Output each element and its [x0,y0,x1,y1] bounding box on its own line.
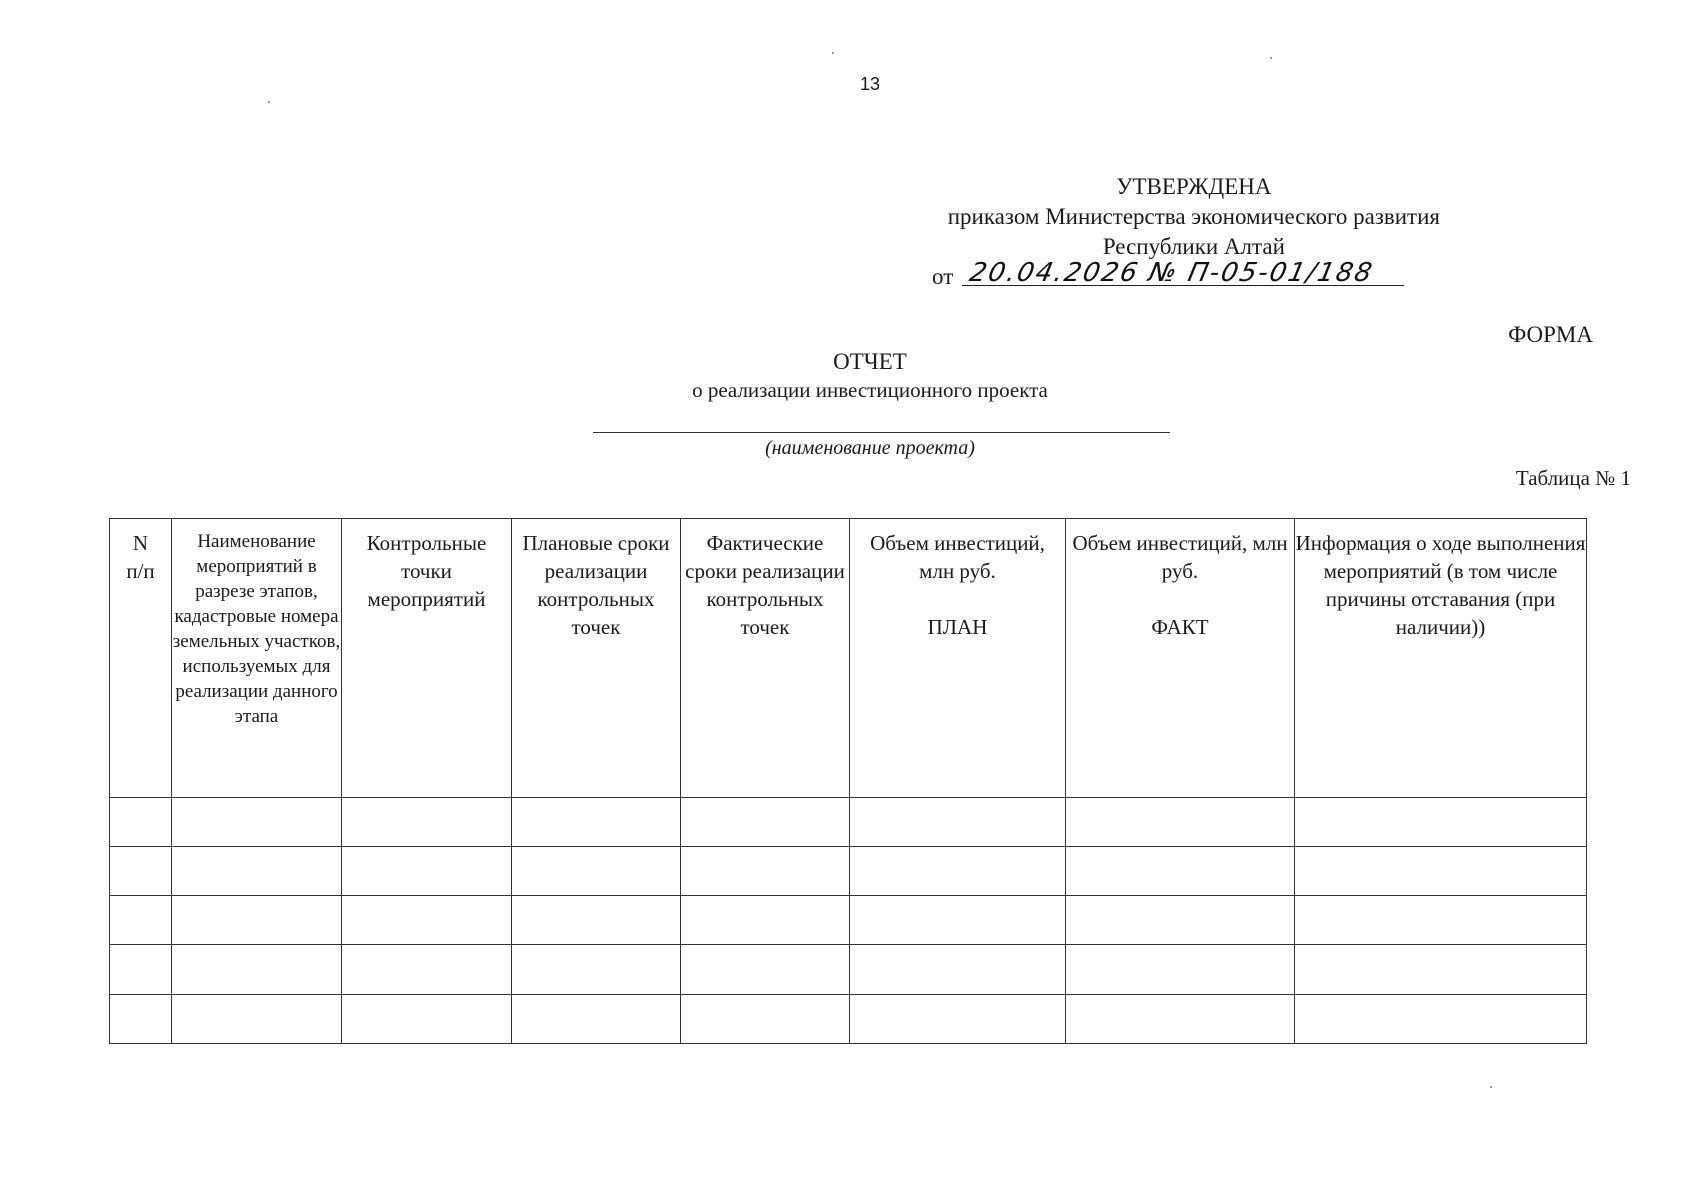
report-table [109,518,1587,1044]
table-cell[interactable] [172,846,342,895]
header-investment-plan-label: Объем инвестиций, млн руб. [870,531,1045,583]
header-investment-fact [1066,519,1295,798]
header-progress-info: Информация о ходе выполнения мероприятий (в том числе причины отставания (при наличии)) [1295,519,1587,798]
project-name-caption: (наименование проекта) [765,437,975,459]
report-subtitle: о реализации инвестиционного проекта [692,378,1048,402]
header-investment-fact-sub: ФАКТ [1151,615,1209,639]
table-header-row [110,519,1587,798]
table-cell[interactable] [1295,896,1587,945]
table-cell[interactable] [1066,896,1295,945]
header-activities: Наименование мероприятий в разрезе этапов, кадастровые номера земельных участков, используемых для реализации данного этапа [172,519,342,798]
table-cell[interactable] [1066,945,1295,994]
table-cell[interactable] [512,896,681,945]
table-cell[interactable] [172,994,342,1043]
table-row [110,896,1587,945]
table-label: Таблица № 1 [1515,466,1631,490]
table-cell[interactable] [1066,797,1295,846]
approval-date-line [932,258,1404,290]
header-number-abbr: п/п [126,559,155,583]
table-cell[interactable] [172,797,342,846]
table-row [110,945,1587,994]
table-cell[interactable] [1066,846,1295,895]
table-row [110,994,1587,1043]
table-cell[interactable] [850,797,1066,846]
approval-line1: приказом Министерства экономического развития [947,204,1440,229]
approval-line2: Республики Алтай [1102,234,1285,259]
scan-speck [268,101,270,103]
table-cell[interactable] [850,994,1066,1043]
table-cell[interactable] [110,945,172,994]
table-row [110,846,1587,895]
table-cell[interactable] [110,896,172,945]
scan-speck [1490,1086,1492,1088]
table-row [110,797,1587,846]
table-cell[interactable] [512,945,681,994]
table-cell[interactable] [681,896,850,945]
table-cell[interactable] [342,846,512,895]
table-cell[interactable] [342,945,512,994]
table-cell[interactable] [850,896,1066,945]
form-label: ФОРМА [1508,322,1593,347]
table-cell[interactable] [110,994,172,1043]
handwritten-date-number: 20.04.2026 № П-05-01/188 [966,258,1377,288]
project-name-line [593,432,1170,433]
header-number [110,519,172,798]
table-cell[interactable] [342,994,512,1043]
table-cell[interactable] [1066,994,1295,1043]
table-cell[interactable] [681,797,850,846]
table-cell[interactable] [1295,945,1587,994]
table-cell[interactable] [681,994,850,1043]
header-planned-dates: Плановые сроки реализации контрольных точек [512,519,681,798]
header-investment-plan [850,519,1066,798]
table-cell[interactable] [512,797,681,846]
table-cell[interactable] [342,797,512,846]
header-investment-plan-sub: ПЛАН [927,615,988,639]
header-number-symbol: N [132,531,149,555]
scan-speck [832,52,834,54]
table-cell[interactable] [512,846,681,895]
header-actual-dates: Фактические сроки реализации контрольных точек [681,519,850,798]
header-investment-fact-label: Объем инвестиций, млн руб. [1072,531,1288,583]
table-cell[interactable] [172,945,342,994]
table-cell[interactable] [110,846,172,895]
table-cell[interactable] [1295,846,1587,895]
approval-title: УТВЕРЖДЕНА [1116,174,1272,199]
date-prefix: от [932,264,954,289]
page-number: 13 [859,74,881,94]
table-cell[interactable] [512,994,681,1043]
scan-speck [1270,57,1272,59]
header-control-points: Контрольные точки мероприятий [342,519,512,798]
table-cell[interactable] [850,945,1066,994]
table-cell[interactable] [1295,797,1587,846]
table-cell[interactable] [681,945,850,994]
table-cell[interactable] [681,846,850,895]
report-title: ОТЧЕТ [833,349,907,374]
table-cell[interactable] [110,797,172,846]
table-cell[interactable] [1295,994,1587,1043]
table-cell[interactable] [172,896,342,945]
table-cell[interactable] [850,846,1066,895]
approval-block [948,172,1440,262]
table-cell[interactable] [342,896,512,945]
